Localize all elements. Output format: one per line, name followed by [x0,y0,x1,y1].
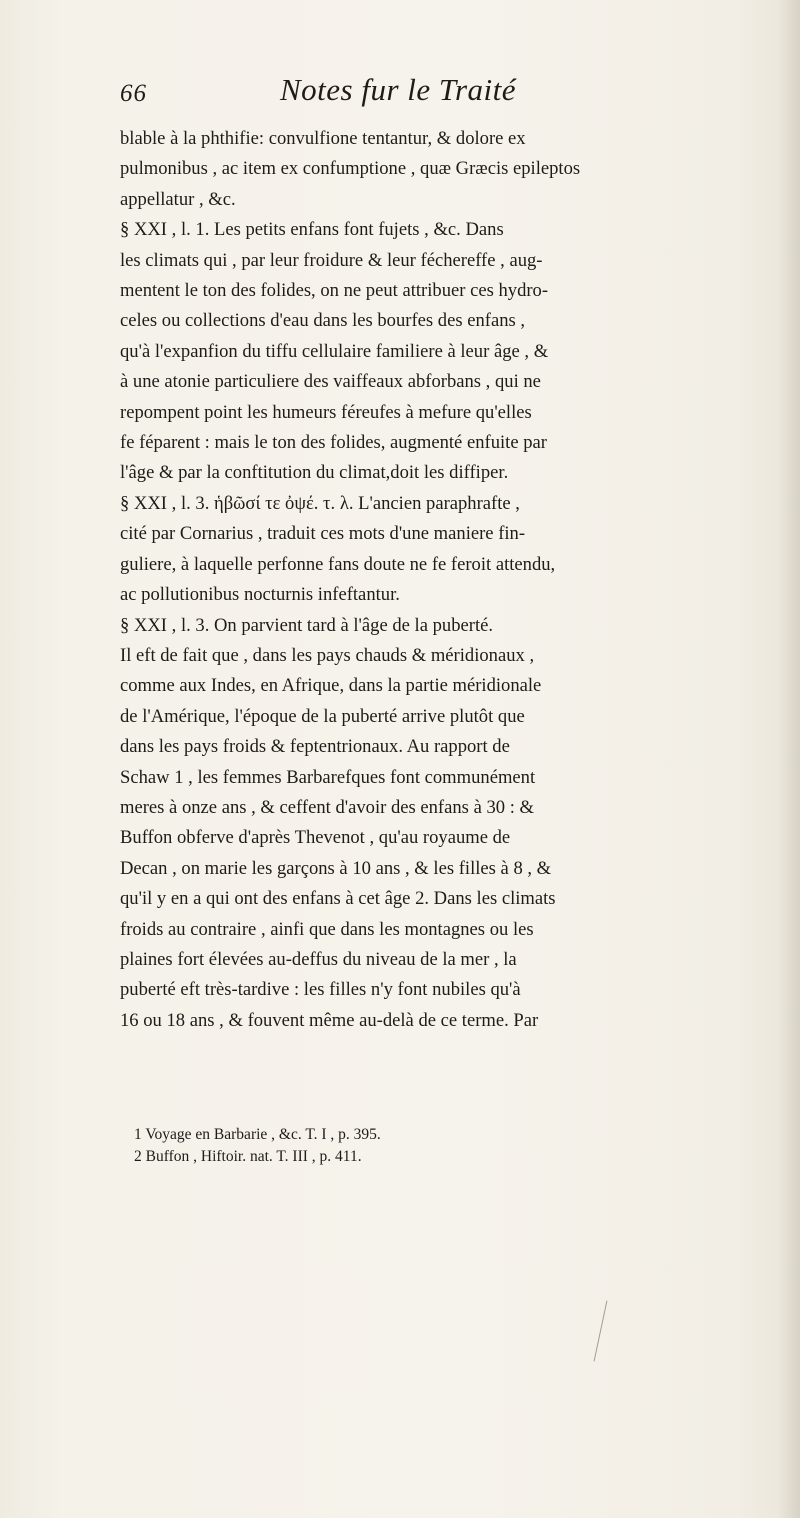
page-header [120,72,740,112]
text-line: l'âge & par la conftitution du climat,doit les diffiper. [120,462,509,484]
text-line: Decan , on marie les garçons à 10 ans , & les filles à 8 , & [120,857,552,879]
text-line: froids au contraire , ainfi que dans les montagnes ou les [120,918,534,940]
text-line: pulmonibus , ac item ex confumptione , quæ Græcis epileptos [120,158,581,180]
text-line: meres à onze ans , & ceffent d'avoir des enfans à 30 : & [120,796,534,818]
text-line: appellatur , &c. [120,188,236,210]
text-line: comme aux Indes, en Afrique, dans la partie méridionale [120,675,542,697]
text-line: celes ou collections d'eau dans les bourfes des enfans , [120,310,526,332]
text-line: § XXI , l. 3. ἡβῶσί τε ὀψέ. τ. λ. L'ancien paraphrafte , [120,492,520,514]
ink-mark [594,1301,608,1362]
text-line: dans les pays froids & feptentrionaux. Au rapport de [120,736,510,758]
text-line: de l'Amérique, l'époque de la puberté arrive plutôt que [120,705,525,727]
text-line: § XXI , l. 1. Les petits enfans font fujets , &c. Dans [120,219,504,241]
text-line: puberté eft très-tardive : les filles n'y font nubiles qu'à [120,979,521,1001]
text-line: repompent point les humeurs féreufes à mefure qu'elles [120,401,532,423]
text-line: à une atonie particuliere des vaiffeaux abforbans , qui ne [120,371,541,393]
text-line: plaines fort élevées au-deffus du niveau de la mer , la [120,948,517,970]
text-line: fe féparent : mais le ton des folides, augmenté enfuite par [120,432,547,454]
text-line: ac pollutionibus nocturnis infeftantur. [120,584,400,606]
text-line: Schaw 1 , les femmes Barbarefques font communément [120,766,536,788]
main-text [120,124,720,1036]
text-line: guliere, à laquelle perfonne fans doute ne fe feroit attendu, [120,553,556,575]
text-line: Il eft de fait que , dans les pays chauds & méridionaux , [120,644,535,666]
running-title: Notes fur le Traité [280,72,516,107]
text-line: mentent le ton des folides, on ne peut attribuer ces hydro- [120,280,549,302]
text-line: les climats qui , par leur froidure & leur féchereffe , aug- [120,249,543,271]
page-number: 66 [120,80,147,107]
page-edge-shadow [778,0,800,1518]
text-line: qu'à l'expanfion du tiffu cellulaire familiere à leur âge , & [120,340,549,362]
text-line: Buffon obferve d'après Thevenot , qu'au royaume de [120,827,511,849]
footnote-2: 2 Buffon , Hiftoir. nat. T. III , p. 411. [134,1148,362,1165]
footnotes [120,1124,720,1168]
text-line: cité par Cornarius , traduit ces mots d'une maniere fin- [120,523,526,545]
text-line: blable à la phthifie: convulfione tentantur, & dolore ex [120,128,526,149]
footnote-1: 1 Voyage en Barbarie , &c. T. I , p. 395. [134,1126,381,1143]
text-line: 16 ou 18 ans , & fouvent même au-delà de ce terme. Par [120,1009,539,1031]
text-line: qu'il y en a qui ont des enfans à cet âge 2. Dans les climats [120,888,556,910]
text-line: § XXI , l. 3. On parvient tard à l'âge de la puberté. [120,614,494,636]
